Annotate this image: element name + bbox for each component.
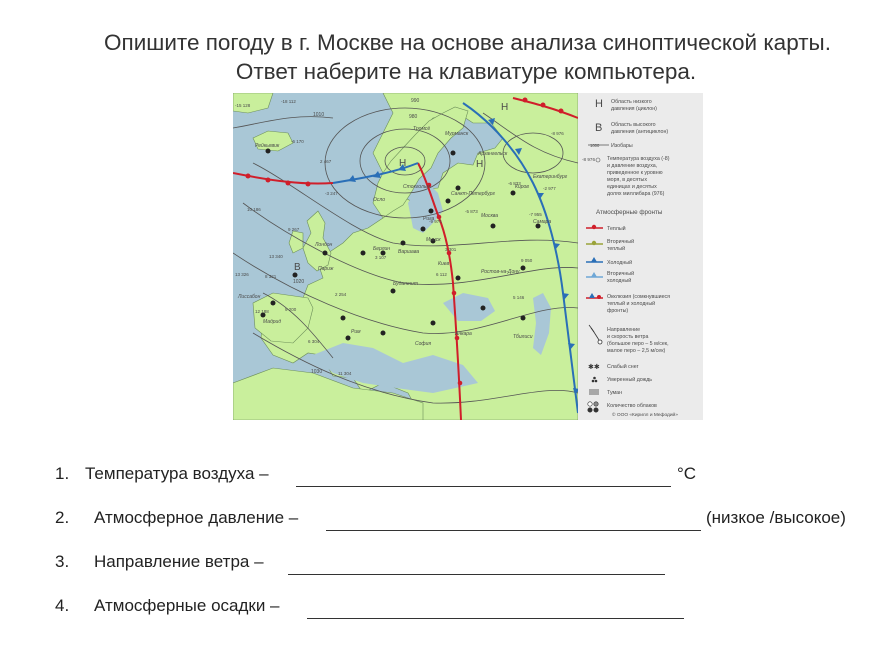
station-value: -3 247: [325, 191, 338, 196]
city-label: Киров: [515, 184, 529, 190]
city-label: Берлин: [373, 246, 391, 252]
legend-occlusion: Окклюзия (сомкнувшиеся: [607, 294, 671, 300]
city-label: Санкт-Петербург: [451, 191, 495, 197]
low-pressure-center: Н: [476, 159, 484, 170]
legend-cold: Холодный: [607, 260, 633, 266]
city-label: Рейкьявик: [255, 143, 280, 149]
legend-temp-text: Температура воздуха (-8): [607, 156, 670, 162]
station-value: 3 107: [375, 255, 387, 260]
legend-high-text: Область высокого: [611, 122, 656, 128]
city-label: Екатеринбург: [533, 174, 568, 180]
synoptic-map: [233, 93, 703, 420]
answer-line-4[interactable]: [307, 618, 684, 619]
legend-high-symbol: В: [595, 122, 603, 134]
city-label: Ростов-на-Дону: [481, 269, 520, 275]
station-value: 6 112: [436, 272, 447, 277]
answer-line-1[interactable]: [296, 486, 671, 487]
city-label: Киев: [438, 261, 450, 267]
low-pressure-center: Н: [501, 102, 509, 113]
station-value: 13 340: [269, 254, 283, 259]
station-value: 8 321: [265, 274, 277, 279]
legend-temp-text: единицах и десятых: [607, 184, 657, 190]
city-label: Самара: [533, 219, 552, 225]
legend-copyright: © ООО «Кирилл и Мефодий»: [612, 413, 678, 418]
city-label: Тбилиси: [513, 334, 533, 340]
question-text: Температура воздуха –: [85, 464, 269, 483]
isobar-label: 990: [411, 98, 420, 104]
legend-wind: и скорость ветра: [607, 334, 649, 340]
station-value: 10 186: [247, 207, 261, 212]
legend-snow: Слабый снег: [607, 364, 639, 370]
legend-clouds: Количество облаков: [607, 403, 657, 409]
legend-rain: Умеренный дождь: [607, 377, 653, 383]
station-value: -2 977: [543, 186, 556, 191]
legend-temp-text: и давление воздуха,: [607, 163, 658, 169]
legend-isobar-sample: 1000: [590, 143, 600, 148]
isobar-label: 980: [409, 114, 418, 120]
station-value: -6 170: [291, 139, 304, 144]
city-label: Мадрид: [263, 319, 282, 325]
city-label: Минск: [426, 237, 441, 243]
station-value: 2 467: [320, 159, 332, 164]
station-value: 9 050: [521, 258, 533, 263]
isobar-label: 1030: [311, 369, 323, 375]
unit-celsius: °С: [677, 464, 697, 483]
legend-wind: малое перо – 2,5 м/сек): [607, 348, 666, 354]
legend-warm: Теплый: [607, 226, 626, 232]
task-title-line1: Опишите погоду в г. Москве на основе анализа синоптической карты.: [104, 30, 831, 55]
task-title: [0, 28, 887, 86]
question-number: 1.: [55, 464, 70, 483]
legend-sec-warm: теплый: [607, 246, 626, 252]
station-value: -8 976: [551, 131, 564, 136]
station-value: -6 833: [508, 181, 521, 186]
city-label: Будапешт: [393, 281, 418, 287]
legend-sec-cold: Вторичный: [607, 271, 635, 277]
legend-sec-cold: холодный: [607, 278, 632, 284]
legend-fronts-title: Атмосферные фронты: [596, 209, 663, 216]
legend-fog: Туман: [607, 390, 623, 396]
station-value: 5 146: [513, 295, 525, 300]
city-label: Рим: [351, 329, 361, 335]
station-value: 13 326: [235, 272, 249, 277]
city-label: Осло: [373, 197, 385, 203]
answer-line-3[interactable]: [288, 574, 665, 575]
high-pressure-center: В: [294, 262, 301, 273]
station-value: -18 112: [281, 99, 296, 104]
isobar-label: 1020: [293, 279, 305, 285]
city-label: Париж: [318, 266, 334, 272]
station-value: 2 254: [335, 292, 347, 297]
legend-temp-text: долях миллибара (976): [607, 191, 665, 197]
city-label: Лондон: [315, 242, 333, 248]
legend-snow-icon: ✱✱: [588, 364, 600, 371]
low-pressure-center: Н: [399, 158, 407, 169]
legend-low-text: давления (циклон): [611, 106, 657, 112]
city-label: Анкара: [455, 331, 472, 337]
station-value: -9 976: [429, 219, 442, 224]
city-label: София: [415, 341, 432, 347]
station-value: -7 955: [529, 212, 542, 217]
pressure-hint: (низкое /высокое): [706, 508, 846, 527]
city-label: Мурманск: [445, 131, 469, 137]
task-title-line2: Ответ наберите на клавиатуре компьютера.: [235, 59, 697, 84]
question-text: Атмосферное давление –: [94, 508, 299, 527]
station-value: 6 304: [308, 339, 320, 344]
station-value: 3 301: [445, 247, 457, 252]
question-text: Направление ветра –: [94, 552, 264, 571]
isobar-label: 1010: [313, 112, 325, 118]
station-value: -5 873: [465, 209, 478, 214]
legend-temp-sample: -8 976: [582, 157, 596, 162]
station-value: -15 128: [235, 103, 251, 108]
legend-temp-text: приведенное к уровню: [607, 170, 663, 176]
station-value: 9 200: [285, 307, 297, 312]
question-number: 4.: [55, 596, 70, 615]
legend-temp-text: моря, в десятых: [607, 177, 648, 183]
city-label: Архангельск: [478, 151, 508, 157]
legend-high-text: давления (антициклон): [611, 129, 669, 135]
legend-occlusion: фронты): [607, 308, 629, 314]
legend-wind: (большое перо – 5 м/сек,: [607, 341, 669, 347]
legend-occlusion: теплый и холодный: [607, 301, 656, 307]
legend-wind: Направление: [607, 327, 641, 333]
legend-isobar-text: Изобары: [611, 143, 633, 149]
answer-line-2[interactable]: [326, 530, 701, 531]
city-label: Варшава: [398, 249, 420, 255]
city-label: Стокгольм: [403, 184, 430, 190]
question-number: 3.: [55, 552, 70, 571]
station-value: 9 267: [288, 227, 300, 232]
station-value: 11 304: [338, 371, 352, 376]
legend-low-text: Область низкого: [611, 99, 652, 105]
question-number: 2.: [55, 508, 70, 527]
city-label: Москва: [481, 213, 499, 219]
city-label: Рига: [423, 216, 435, 222]
question-text: Атмосферные осадки –: [94, 596, 280, 615]
city-label: Лиссабон: [238, 294, 261, 300]
station-value: 12 188: [255, 309, 269, 314]
city-label: Тромсё: [413, 126, 431, 132]
legend-sec-warm: Вторичный: [607, 239, 635, 245]
legend-low-symbol: Н: [595, 98, 603, 110]
